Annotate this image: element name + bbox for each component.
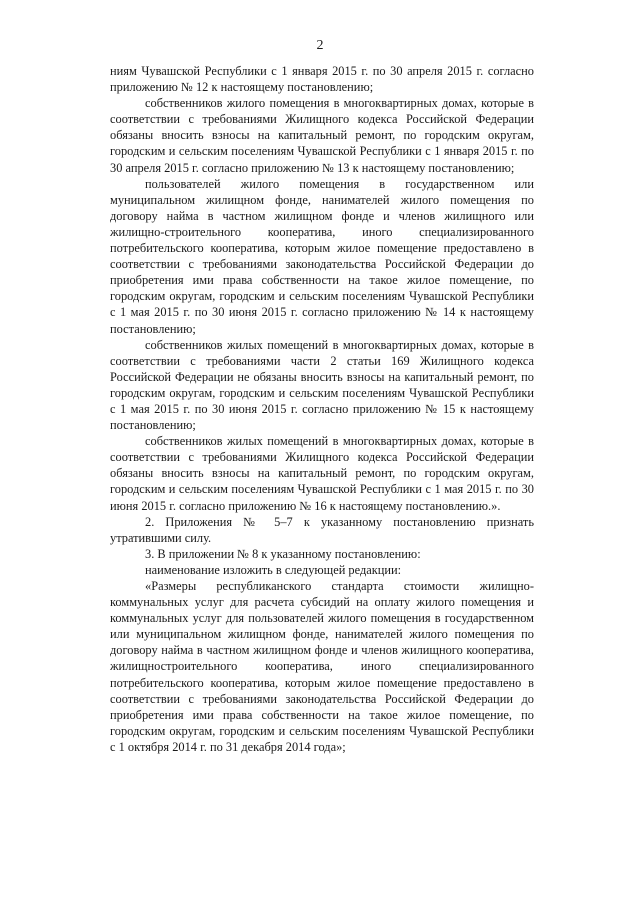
paragraph: собственников жилого помещения в многоквартирных домах, которые в соответствии с требованиями Жилищного кодекса Российской Федерации обязаны вносить взносы на капитальный ремонт, по городским округам, городским и сельским поселениям Чувашской Республики с 1 января 2015 г. по 30 апреля 2015 г. согласно приложению № 13 к настоящему постановлению; [110, 96, 534, 175]
paragraph: пользователей жилого помещения в государственном или муниципальном жилищном фонде, нанимателей жилого помещения по договору найма в частном жилищном фонде и членов жилищного или жилищно-строительного кооператива, иного специализированного потребительского кооператива, которым жилое помещение предоставлено в соответствии с требованиями законодательства Российской Федерации до приобретения ими права собственности на такое жилое помещение, по городским округам, городским и сельским поселениям Чувашской Республики с 1 мая 2015 г. по 30 июня 2015 г. согласно приложению № 14 к настоящему постановлению; [110, 176, 534, 336]
paragraph: собственников жилых помещений в многоквартирных домах, которые в соответствии с требованиями Жилищного кодекса Российской Федерации обязаны вносить взносы на капитальный ремонт, по городским округам, городским и сельским поселениям Чувашской Республики с 1 мая 2015 г. по 30 июня 2015 г. согласно приложению № 16 к настоящему постановлению.». [110, 434, 534, 513]
paragraph-continuation: ниям Чувашской Республики с 1 января 2015 г. по 30 апреля 2015 г. согласно приложению № 12 к настоящему постановлению; [110, 64, 534, 95]
paragraph: 2. Приложения № 5–7 к указанному постановлению признать утратившими силу. [110, 514, 534, 545]
paragraph: 3. В приложении № 8 к указанному постановлению: [145, 546, 421, 561]
document-body [110, 63, 534, 755]
paragraph-quote: «Размеры республиканского стандарта стоимости жилищно-коммунальных услуг для расчета субсидий на оплату жилого помещения и коммунальных услуг для пользователей жилого помещения в государственном или муниципальном жилищном фонде, нанимателей жилого помещения по договору найма в частном жилищном фонде и членов жилищного кооператива, жилищностроительного кооператива, иного специализированного потребительского кооператива, которым жилое помещение предоставлено в соответствии с требованиями законодательства Российской Федерации до приобретения ими права собственности на такое жилое помещение, по городским округам, городским и сельским поселениям Чувашской Республики с 1 октября 2014 г. по 31 декабря 2014 года»; [110, 579, 534, 754]
page-number: 2 [316, 38, 324, 53]
paragraph: собственников жилых помещений в многоквартирных домах, которые в соответствии с требованиями части 2 статьи 169 Жилищного кодекса Российской Федерации не обязаны вносить взносы на капитальный ремонт, по городским округам, городским и сельским поселениям Чувашской Республики с 1 мая 2015 г. по 30 июня 2015 г. согласно приложению № 15 к настоящему постановлению; [110, 337, 534, 433]
paragraph: наименование изложить в следующей редакции: [145, 562, 402, 577]
